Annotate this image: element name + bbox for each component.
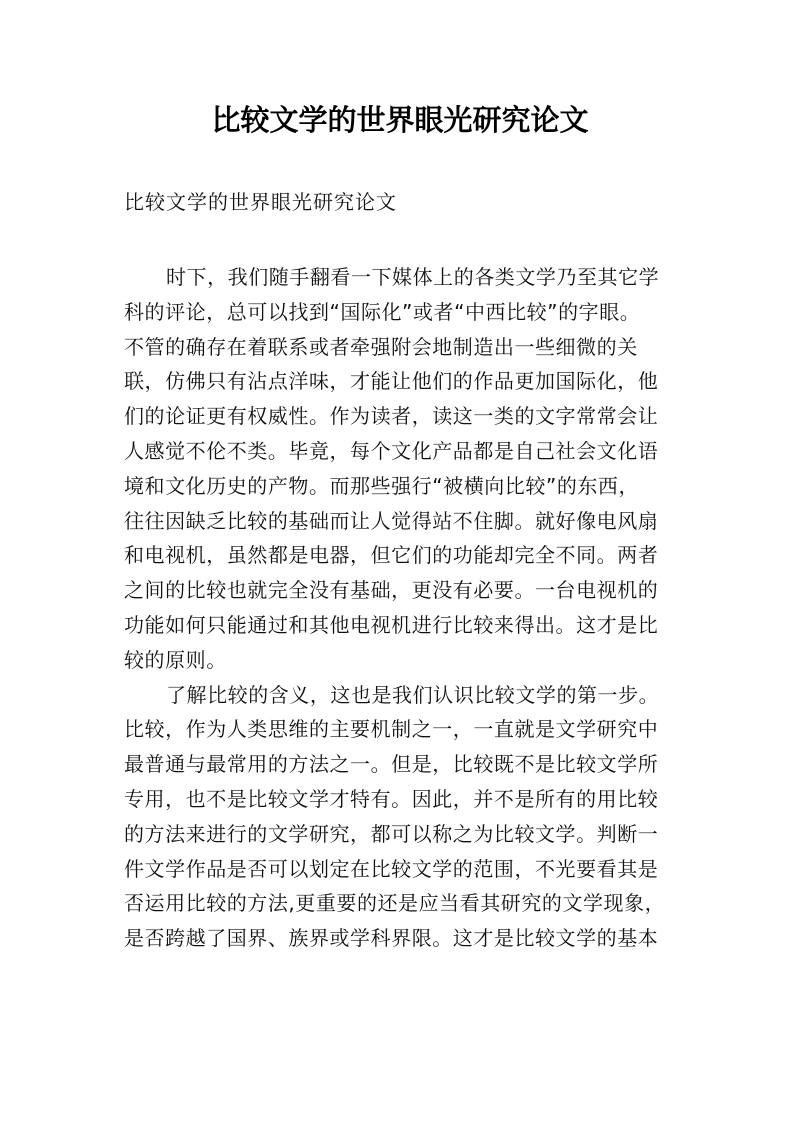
text-line: 是否跨越了国界、族界或学科界限。这才是比较文学的基本 <box>124 926 659 951</box>
text-line: 最普通与最常用的方法之一。但是，比较既不是比较文学所 <box>124 752 659 777</box>
text-line: 科的评论，总可以找到“国际化”或者“中西比较”的字眼。 <box>124 299 641 324</box>
text-line: 件文学作品是否可以划定在比较文学的范围，不光要看其是 <box>124 856 659 881</box>
text-line: 时下，我们随手翻看一下媒体上的各类文学乃至其它学 <box>166 265 660 289</box>
paragraph-2 <box>124 678 684 956</box>
text-line: 否运用比较的方法,更重要的还是应当看其研究的文学现象， <box>124 891 666 916</box>
text-line: 专用，也不是比较文学才特有。因此，并不是所有的用比较 <box>124 786 659 811</box>
text-line: 和电视机，虽然都是电器，但它们的功能却完全不同。两者 <box>124 543 659 568</box>
text-line: 们的论证更有权威性。作为读者，读这一类的文字常常会让 <box>124 404 659 429</box>
text-line: 较的原则。 <box>124 647 227 672</box>
text-line: 不管的确存在着联系或者牵强附会地制造出一些细微的关 <box>124 334 638 359</box>
text-line: 了解比较的含义，这也是我们认识比较文学的第一步。 <box>166 682 660 707</box>
text-line: 人感觉不伦不类。毕竟，每个文化产品都是自己社会文化语 <box>124 438 659 463</box>
document-title: 比较文学的世界眼光研究论文 <box>211 103 589 137</box>
text-line: 境和文化历史的产物。而那些强行“被横向比较”的东西， <box>124 473 640 498</box>
text-line: 联，仿佛只有沾点洋味，才能让他们的作品更加国际化，他 <box>124 369 659 394</box>
text-line: 比较，作为人类思维的主要机制之一，一直就是文学研究中 <box>124 717 659 742</box>
text-line: 往往因缺乏比较的基础而让人觉得站不住脚。就好像电风扇 <box>124 508 659 533</box>
text-line: 的方法来进行的文学研究，都可以称之为比较文学。判断一 <box>124 821 659 846</box>
text-line: 之间的比较也就完全没有基础，更没有必要。一台电视机的 <box>124 578 659 603</box>
paragraph-1 <box>124 260 684 678</box>
document-body <box>124 260 684 956</box>
document-subtitle: 比较文学的世界眼光研究论文 <box>124 190 397 214</box>
text-line: 功能如何只能通过和其他电视机进行比较来得出。这才是比 <box>124 612 659 637</box>
